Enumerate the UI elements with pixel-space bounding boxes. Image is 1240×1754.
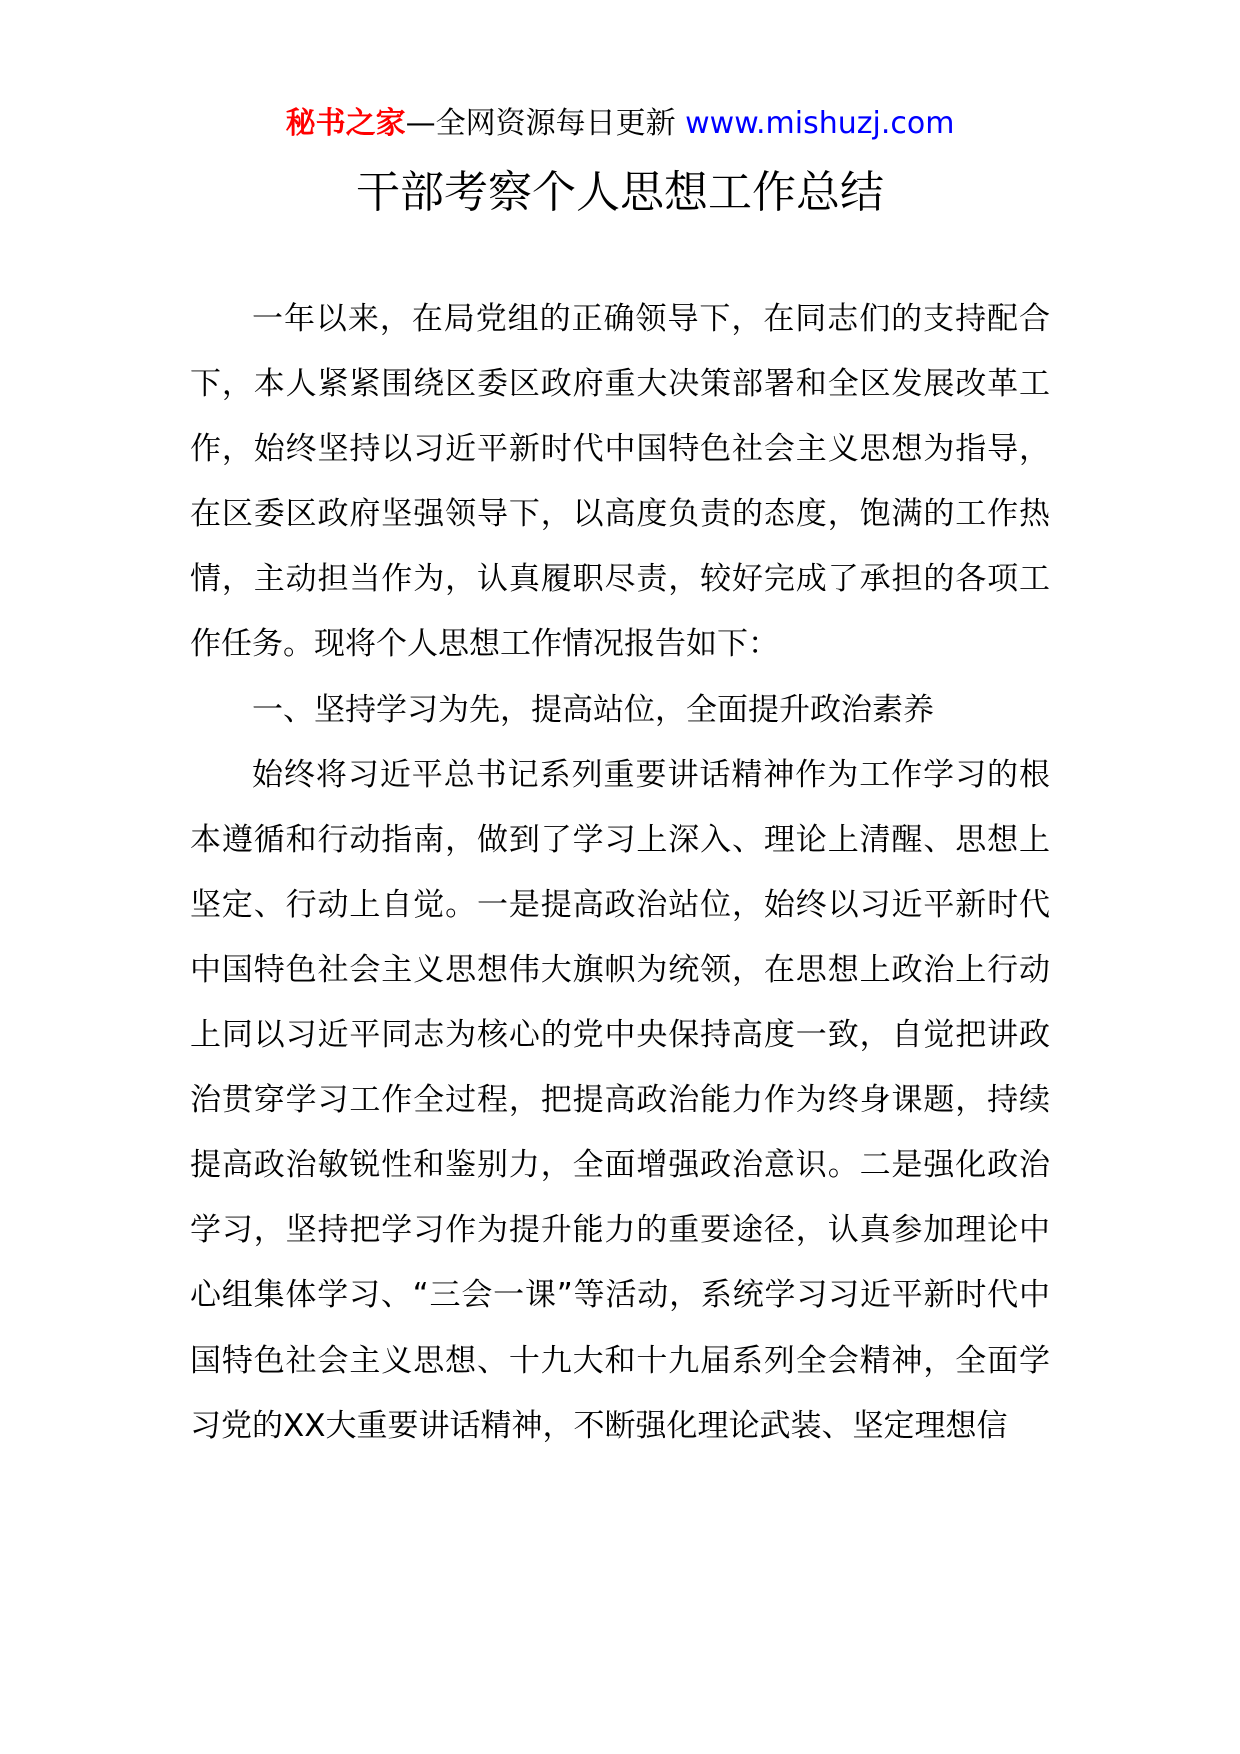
site-url-link[interactable]: www.mishuzj.com — [685, 106, 955, 141]
site-header — [0, 100, 1240, 148]
section-heading: 一、坚持学习为先，提高站位，全面提升政治素养 — [252, 691, 934, 728]
section-paragraph: 始终将习近平总书记系列重要讲话精神作为工作学习的根本遵循和行动指南，做到了学习上深入、理论上清醒、思想上坚定、行动上自觉。一是提高政治站位，始终以习近平新时代中国特色社会主义思想伟大旗帜为统领，在思想上政治上行动上同以习近平同志为核心的党中央保持高度一致，自觉把讲政治贯穿学习工作全过程，把提高政治能力作为终身课题，持续提高政治敏锐性和鉴别力，全面增强政治意识。二是强化政治学习，坚持把学习作为提升能力的重要途径，认真参加理论中心组集体学习、“三会一课”等活动，系统学习习近平新时代中国特色社会主义思想、十九大和十九届系列全会精神，全面学习党的XX大重要讲话精神，不断强化理论武装、坚定理想信 — [190, 756, 1050, 1444]
document-title: 干部考察个人思想工作总结 — [356, 167, 884, 218]
intro-paragraph: 一年以来，在局党组的正确领导下，在同志们的支持配合下，本人紧紧围绕区委区政府重大决策部署和全区发展改革工作，始终坚持以习近平新时代中国特色社会主义思想为指导，在区委区政府坚强领导下，以高度负责的态度，饱满的工作热情，主动担当作为，认真履职尽责，较好完成了承担的各项工作任务。现将个人思想工作情况报告如下： — [190, 301, 1050, 663]
header-tagline: —全网资源每日更新 — [405, 106, 676, 141]
brand-name: 秘书之家 — [285, 106, 406, 141]
document-body — [190, 287, 1050, 1459]
